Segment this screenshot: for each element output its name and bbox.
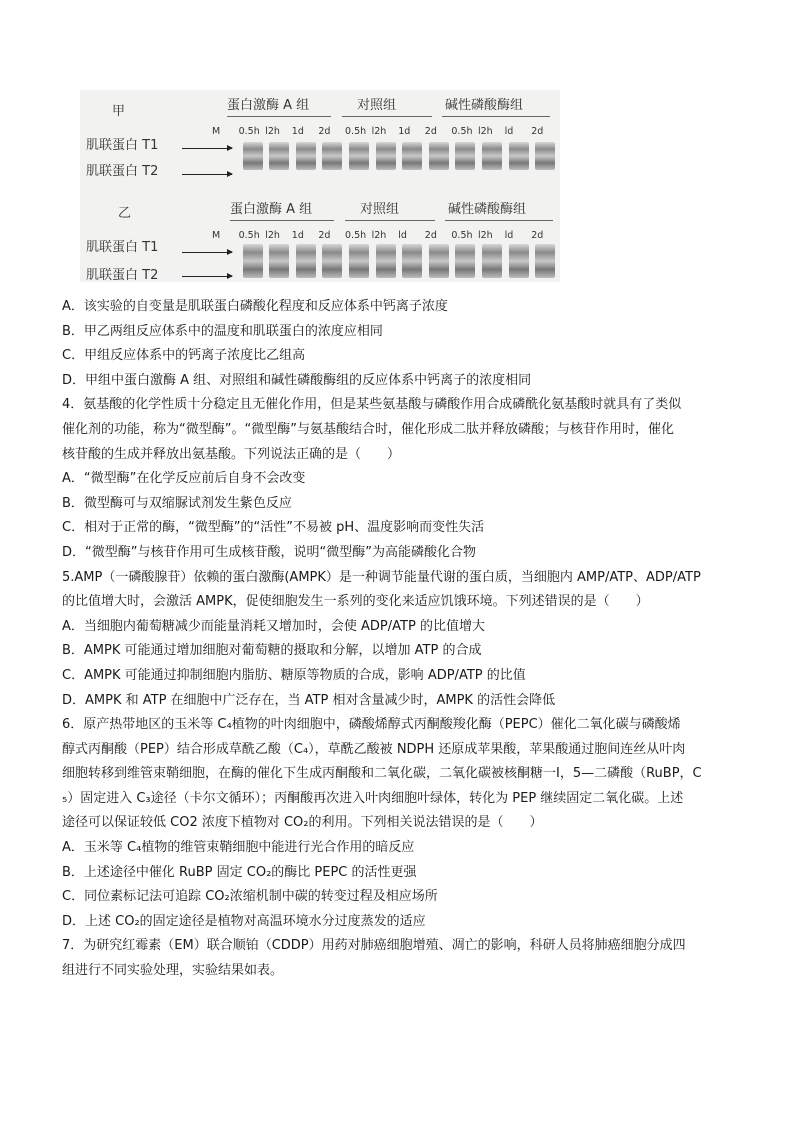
lane-label: 1d [398, 126, 411, 137]
lane-label: 2d [531, 126, 544, 137]
panel-b-band-t2-label: 肌联蛋白 T2 [86, 268, 159, 283]
panel-a-group-1: 蛋白激酶 A 组 [227, 98, 310, 113]
panel-a-group-2: 对照组 [357, 98, 397, 113]
text-line: C．相对于正常的酶，“微型酶”的“活性”不易被 pH、温度影响而变性失活 [62, 520, 485, 536]
gel-lane-band [322, 244, 342, 278]
lane-label: 0.5h [451, 230, 473, 241]
lane-label: 2d [424, 126, 437, 137]
text-line: 组进行不同实验处理，实验结果如表。 [62, 963, 284, 979]
lane-label: 0.5h [451, 126, 473, 137]
panel-a-band-t2-label: 肌联蛋白 T2 [86, 164, 159, 179]
gel-lane-band [455, 142, 475, 170]
text-line: B．AMPK 可能通过增加细胞对葡萄糖的摄取和分解，以增加 ATP 的合成 [62, 643, 482, 659]
lane-label: l2h [265, 230, 280, 241]
panel-a-arrow-t2 [182, 174, 232, 175]
gel-lane-band [322, 142, 342, 170]
gel-lane-band [349, 142, 369, 170]
panel-a-group-line-3 [442, 116, 550, 117]
text-line: 5.AMP（一磷酸腺苷）依赖的蛋白激酶(AMPK）是一种调节能量代谢的蛋白质，当细胞内 AMP/ATP、ADP/ATP [62, 569, 701, 585]
panel-b-title: 乙 [118, 206, 132, 221]
text-line: A．当细胞内葡萄糖减少而能量消耗又增加时，会使 ADP/ATP 的比值增大 [62, 618, 485, 634]
text-line: A．该实验的自变量是肌联蛋白磷酸化程度和反应体系中钙离子浓度 [62, 299, 448, 314]
text-line: 4．氨基酸的化学性质十分稳定且无催化作用，但是某些氨基酸与磷酸作用合成磷酰化氨基酸时就具有了类似 [62, 397, 682, 413]
gel-lane-band [535, 244, 555, 278]
lane-label: 1d [291, 126, 304, 137]
lane-label: 2d [424, 230, 437, 241]
lane-label: l2h [478, 230, 493, 241]
gel-lane-band [296, 244, 316, 278]
panel-b-band-t1-label: 肌联蛋白 T1 [86, 240, 159, 255]
text-line: 途径可以保证较低 CO2 浓度下植物对 CO₂的利用。下列相关说法错误的是（ ） [62, 815, 543, 831]
gel-lane-band [349, 244, 369, 278]
gel-lane-band [429, 244, 449, 278]
text-line: D．“微型酶”与核苷作用可生成核苷酸，说明“微型酶”为高能磷酸化合物 [62, 544, 476, 560]
text-line: D．AMPK 和 ATP 在细胞中广泛存在，当 ATP 相对含量减少时，AMPK 的活性会降低 [62, 692, 556, 708]
question-text-body [62, 295, 742, 984]
gel-lane-band [269, 244, 289, 278]
lane-label: 0.5h [238, 126, 260, 137]
text-line: 核苷酸的生成并释放出氨基酸。下列说法正确的是（ ） [62, 446, 401, 462]
gel-lane-band [243, 244, 263, 278]
gel-lane-band [455, 244, 475, 278]
panel-b-group-line-1 [230, 220, 334, 221]
text-line: ₅）固定进入 C₃途径（卡尔文循环）；丙酮酸再次进入叶肉细胞叶绿体，转化为 PEP 继续固定二氧化碳。上述 [62, 790, 684, 806]
lane-label: l2h [265, 126, 280, 137]
text-line: A．“微型酶”在化学反应前后自身不会改变 [62, 471, 306, 487]
panel-a-title: 甲 [112, 104, 126, 119]
text-line: B．微型酶可与双缩脲试剂发生紫色反应 [62, 495, 292, 511]
gel-lane-band [243, 142, 263, 170]
gel-electrophoresis-figure [80, 90, 560, 282]
panel-b-group-line-3 [445, 220, 553, 221]
gel-lane-band [482, 142, 502, 170]
text-line: 催化剂的功能，称为“微型酶”。“微型酶”与氨基酸结合时，催化形成二肽并释放磷酸；与核苷作用时，催化 [62, 421, 674, 437]
panel-a-group-line-1 [227, 116, 331, 117]
text-line: A．玉米等 C₄植物的维管束鞘细胞中能进行光合作用的暗反应 [62, 840, 415, 856]
panel-a-group-3: 碱性磷酸酶组 [445, 98, 524, 113]
lane-label: 2d [318, 230, 331, 241]
text-line: D．甲组中蛋白激酶 A 组、对照组和碱性磷酸酶组的反应体系中钙离子的浓度相同 [62, 372, 532, 388]
panel-a-arrow-t1 [182, 148, 232, 149]
text-line: 6．原产热带地区的玉米等 C₄植物的叶肉细胞中，磷酸烯醇式丙酮酸羧化酶（PEPC）催化二氧化碳与磷酸烯 [62, 717, 681, 733]
lane-label: l2h [371, 230, 387, 241]
lane-label: ld [504, 126, 514, 137]
gel-lane-band [482, 244, 502, 278]
lane-label: 2d [531, 230, 544, 241]
text-line: B．甲乙两组反应体系中的温度和肌联蛋白的浓度应相同 [62, 323, 383, 339]
panel-b-arrow-t2 [182, 276, 232, 277]
gel-lane-band [269, 142, 289, 170]
gel-lane-band [376, 244, 396, 278]
lane-label: 2d [318, 126, 331, 137]
text-line: C．甲组反应体系中的钙离子浓度比乙组高 [62, 348, 306, 364]
lane-label: 0.5h [238, 230, 260, 241]
lane-label: 0.5h [345, 126, 367, 137]
gel-lane-band [296, 142, 316, 170]
text-line: 7．为研究红霉素（EM）联合顺铂（CDDP）用药对肺癌细胞增殖、凋亡的影响，科研人员将肺癌细胞分成四 [62, 938, 686, 954]
gel-lane-band [402, 244, 422, 278]
gel-lane-band [402, 142, 422, 170]
lane-label: 1d [291, 230, 304, 241]
text-line: C．AMPK 可能通过抑制细胞内脂肪、糖原等物质的合成，影响 ADP/ATP 的比值 [62, 667, 526, 683]
gel-lane-band [376, 142, 396, 170]
lane-label: 0.5h [345, 230, 367, 241]
lane-label: l2h [478, 126, 493, 137]
gel-lane-band [535, 142, 555, 170]
panel-b-arrow-t1 [182, 252, 232, 253]
text-line: 的比值增大时，会激活 AMPK，促使细胞发生一系列的变化来适应饥饿环境。下列述错误的是（ ） [62, 594, 649, 610]
text-line: 醇式丙酮酸（PEP）结合形成草酰乙酸（C₄），草酰乙酸被 NDPH 还原成苹果酸，苹果酸通过胞间连丝从叶肉 [62, 741, 686, 757]
gel-lane-band [429, 142, 449, 170]
lane-label: M [212, 126, 221, 137]
text-line: 细胞转移到维管束鞘细胞，在酶的催化下生成丙酮酸和二氧化碳，二氧化碳被核酮糖一I，5—二磷酸（RuBP，C [62, 766, 702, 782]
text-line: D．上述 CO₂的固定途径是植物对高温环境水分过度蒸发的适应 [62, 913, 426, 929]
panel-a-group-line-2 [342, 116, 432, 117]
gel-lane-band [509, 142, 529, 170]
panel-b-group-1: 蛋白激酶 A 组 [230, 202, 313, 217]
lane-label: l2h [371, 126, 387, 137]
gel-lane-band [509, 244, 529, 278]
text-line: B．上述途径中催化 RuBP 固定 CO₂的酶比 PEPC 的活性更强 [62, 864, 417, 880]
panel-b-group-line-2 [345, 220, 435, 221]
lane-label: ld [398, 230, 407, 241]
panel-b-group-2: 对照组 [360, 202, 400, 217]
lane-label: M [212, 230, 221, 241]
panel-b-group-3: 碱性磷酸酶组 [448, 202, 527, 217]
text-line: C．同位素标记法可追踪 CO₂浓缩机制中碳的转变过程及相应场所 [62, 889, 438, 905]
panel-a-band-t1-label: 肌联蛋白 T1 [86, 138, 159, 153]
lane-label: ld [504, 230, 514, 241]
